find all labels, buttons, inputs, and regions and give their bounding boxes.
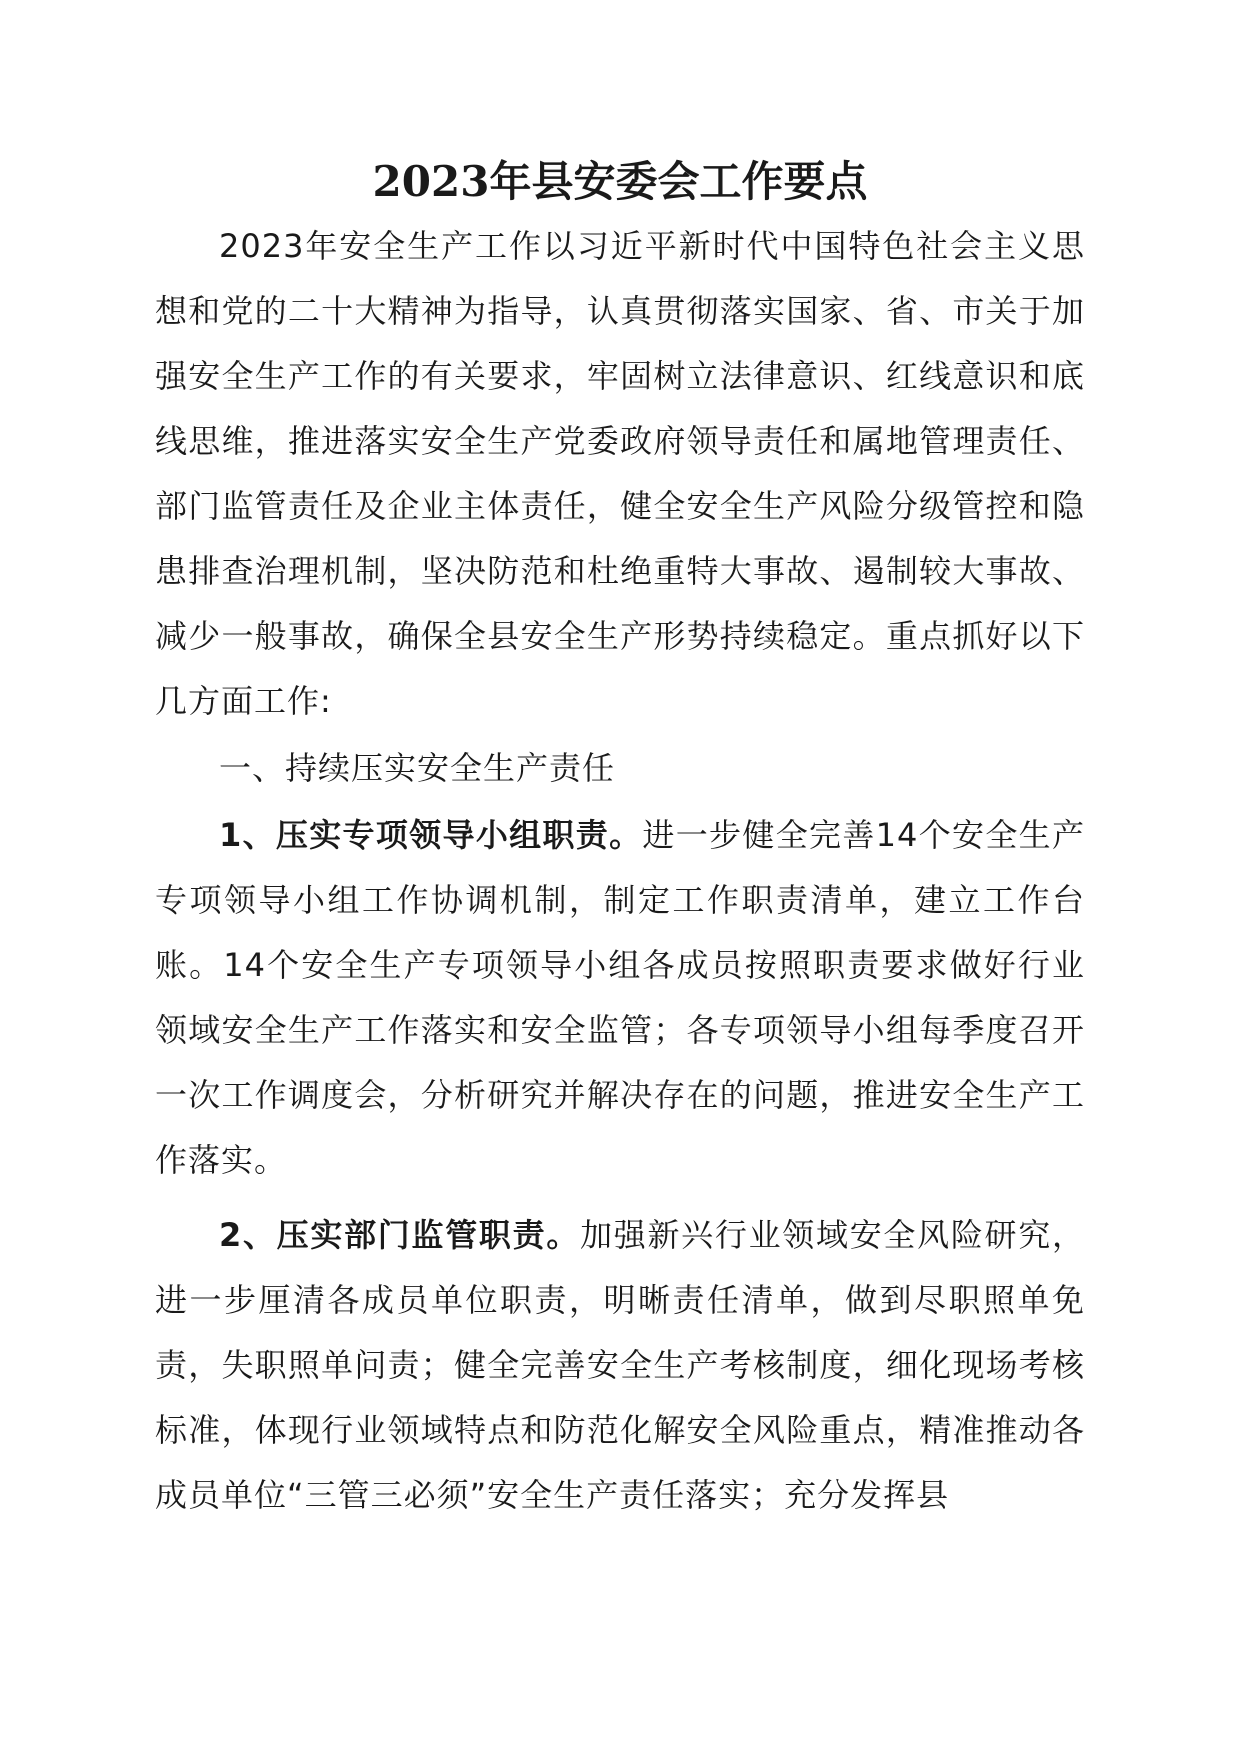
document-page (155, 150, 1085, 1528)
item-lead-1: 1、压实专项领导小组职责。 (219, 816, 643, 854)
item-paragraph-1 (155, 801, 1085, 1193)
item-lead-2: 2、压实部门监管职责。 (219, 1216, 581, 1254)
section-heading: 一、持续压实安全生产责任 (219, 749, 616, 787)
item-body-1: 进一步健全完善14个安全生产专项领导小组工作协调机制，制定工作职责清单，建立工作台账。14个安全生产专项领导小组各成员按照职责要求做好行业领域安全生产工作落实和安全监管；各专项领导小组每季度召开一次工作调度会，分析研究并解决存在的问题，推进安全生产工作落实。 (155, 816, 1085, 1179)
item-body-2: 加强新兴行业领域安全风险研究，进一步厘清各成员单位职责，明晰责任清单，做到尽职照单免责，失职照单问责；健全完善安全生产考核制度，细化现场考核标准，体现行业领域特点和防范化解安全风险重点，精准推动各成员单位“三管三必须”安全生产责任落实；充分发挥县 (155, 1216, 1085, 1514)
document-title: 2023年县安委会工作要点 (372, 157, 868, 206)
intro-paragraph: 2023年安全生产工作以习近平新时代中国特色社会主义思想和党的二十大精神为指导，认真贯彻落实国家、省、市关于加强安全生产工作的有关要求，牢固树立法律意识、红线意识和底线思维，推进落实安全生产党委政府领导责任和属地管理责任、部门监管责任及企业主体责任，健全安全生产风险分级管控和隐患排查治理机制，坚决防范和杜绝重特大事故、遏制较大事故、减少一般事故，确保全县安全生产形势持续稳定。重点抓好以下几方面工作: (155, 227, 1085, 720)
item-paragraph-2 (155, 1193, 1085, 1528)
